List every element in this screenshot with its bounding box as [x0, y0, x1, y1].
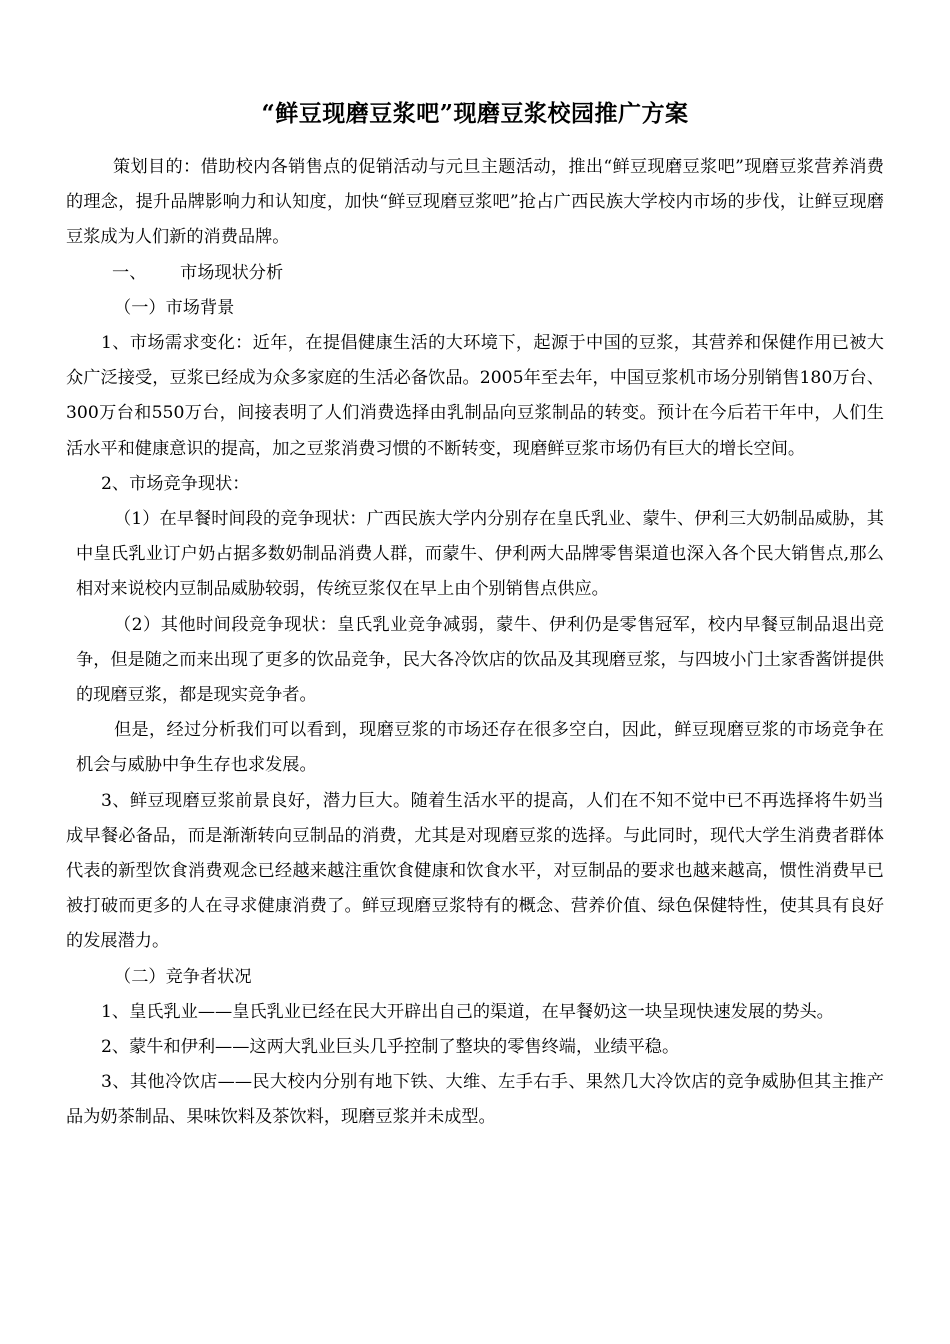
- paragraph-competitor-huangshi: 1、皇氏乳业——皇氏乳业已经在民大开辟出自己的渠道，在早餐奶这一块呈现快速发展的势头。: [101, 1001, 834, 1022]
- paragraph-market-gap: 但是，经过分析我们可以看到，现磨豆浆的市场还存在很多空白，因此，鲜豆现磨豆浆的市场竞争在机会与威胁中争生存也求发展。: [76, 720, 884, 776]
- paragraph-breakfast-competition: （1）在早餐时间段的竞争现状：广西民族大学内分别存在皇氏乳业、蒙牛、伊利三大奶制品威胁，其中皇氏乳业订户奶占据多数奶制品消费人群，而蒙牛、伊利两大品牌零售渠道也深入各个民大销售点,那么相对来说校内豆制品威胁较弱，传统豆浆仅在早上由个别销售点供应。: [76, 509, 884, 600]
- paragraph-other-time-competition: （2）其他时间段竞争现状：皇氏乳业竞争减弱，蒙牛、伊利仍是零售冠军，校内早餐豆制品退出竞争，但是随之而来出现了更多的饮品竞争，民大各冷饮店的饮品及其现磨豆浆，与四坡小门土家香酱饼提供的现磨豆浆，都是现实竞争者。: [76, 614, 884, 706]
- paragraph-competitor-mengniu-yili: 2、蒙牛和伊利——这两大乳业巨头几乎控制了整块的零售终端，业绩平稳。: [101, 1037, 680, 1058]
- paragraph-competitor-cold-drink-shops: 3、其他冷饮店——民大校内分别有地下铁、大维、左手右手、果然几大冷饮店的竞争威胁但其主推产品为奶茶制品、果味饮料及茶饮料，现磨豆浆并未成型。: [66, 1072, 884, 1128]
- section-heading-text: 市场现状分析: [180, 262, 284, 283]
- purpose-paragraph: 策划目的：借助校内各销售点的促销活动与元旦主题活动，推出“鲜豆现磨豆浆吧”现磨豆浆营养消费的理念，提升品牌影响力和认知度，加快“鲜豆现磨豆浆吧”抢占广西民族大学校内市场的步伐，让鲜豆现磨豆浆成为人们新的消费品牌。: [66, 157, 884, 248]
- document-body: [66, 150, 884, 1136]
- document-title: “鲜豆现磨豆浆吧”现磨豆浆校园推广方案: [261, 100, 689, 127]
- paragraph-prospect: 3、鲜豆现磨豆浆前景良好，潜力巨大。随着生活水平的提高，人们在不知不觉中已不再选择将牛奶当成早餐必备品，而是渐渐转向豆制品的消费，尤其是对现磨豆浆的选择。与此同时，现代大学生消费者群体代表的新型饮食消费观念已经越来越注重饮食健康和饮食水平，对豆制品的要求也越来越高，惯性消费早已被打破而更多的人在寻求健康消费了。鲜豆现磨豆浆特有的概念、营养价值、绿色保健特性，使其具有良好的发展潜力。: [66, 790, 884, 952]
- paragraph-market-demand: 1、市场需求变化：近年，在提倡健康生活的大环境下，起源于中国的豆浆，其营养和保健作用已被大众广泛接受，豆浆已经成为众多家庭的生活必备饮品。2005年至去年，中国豆浆机市场分别销售180万台、300万台和550万台，间接表明了人们消费选择由乳制品向豆浆制品的转变。预计在今后若干年中，人们生活水平和健康意识的提高，加之豆浆消费习惯的不断转变，现磨鲜豆浆市场仍有巨大的增长空间。: [66, 333, 884, 459]
- subsection-heading-market-background: （一）市场背景: [114, 297, 235, 318]
- paragraph-competition-status-heading: 2、市场竞争现状：: [101, 473, 250, 494]
- subsection-heading-competitors: （二）竞争者状况: [114, 966, 252, 987]
- section-number: 一、: [112, 262, 147, 283]
- section-heading-market-analysis: [66, 256, 884, 291]
